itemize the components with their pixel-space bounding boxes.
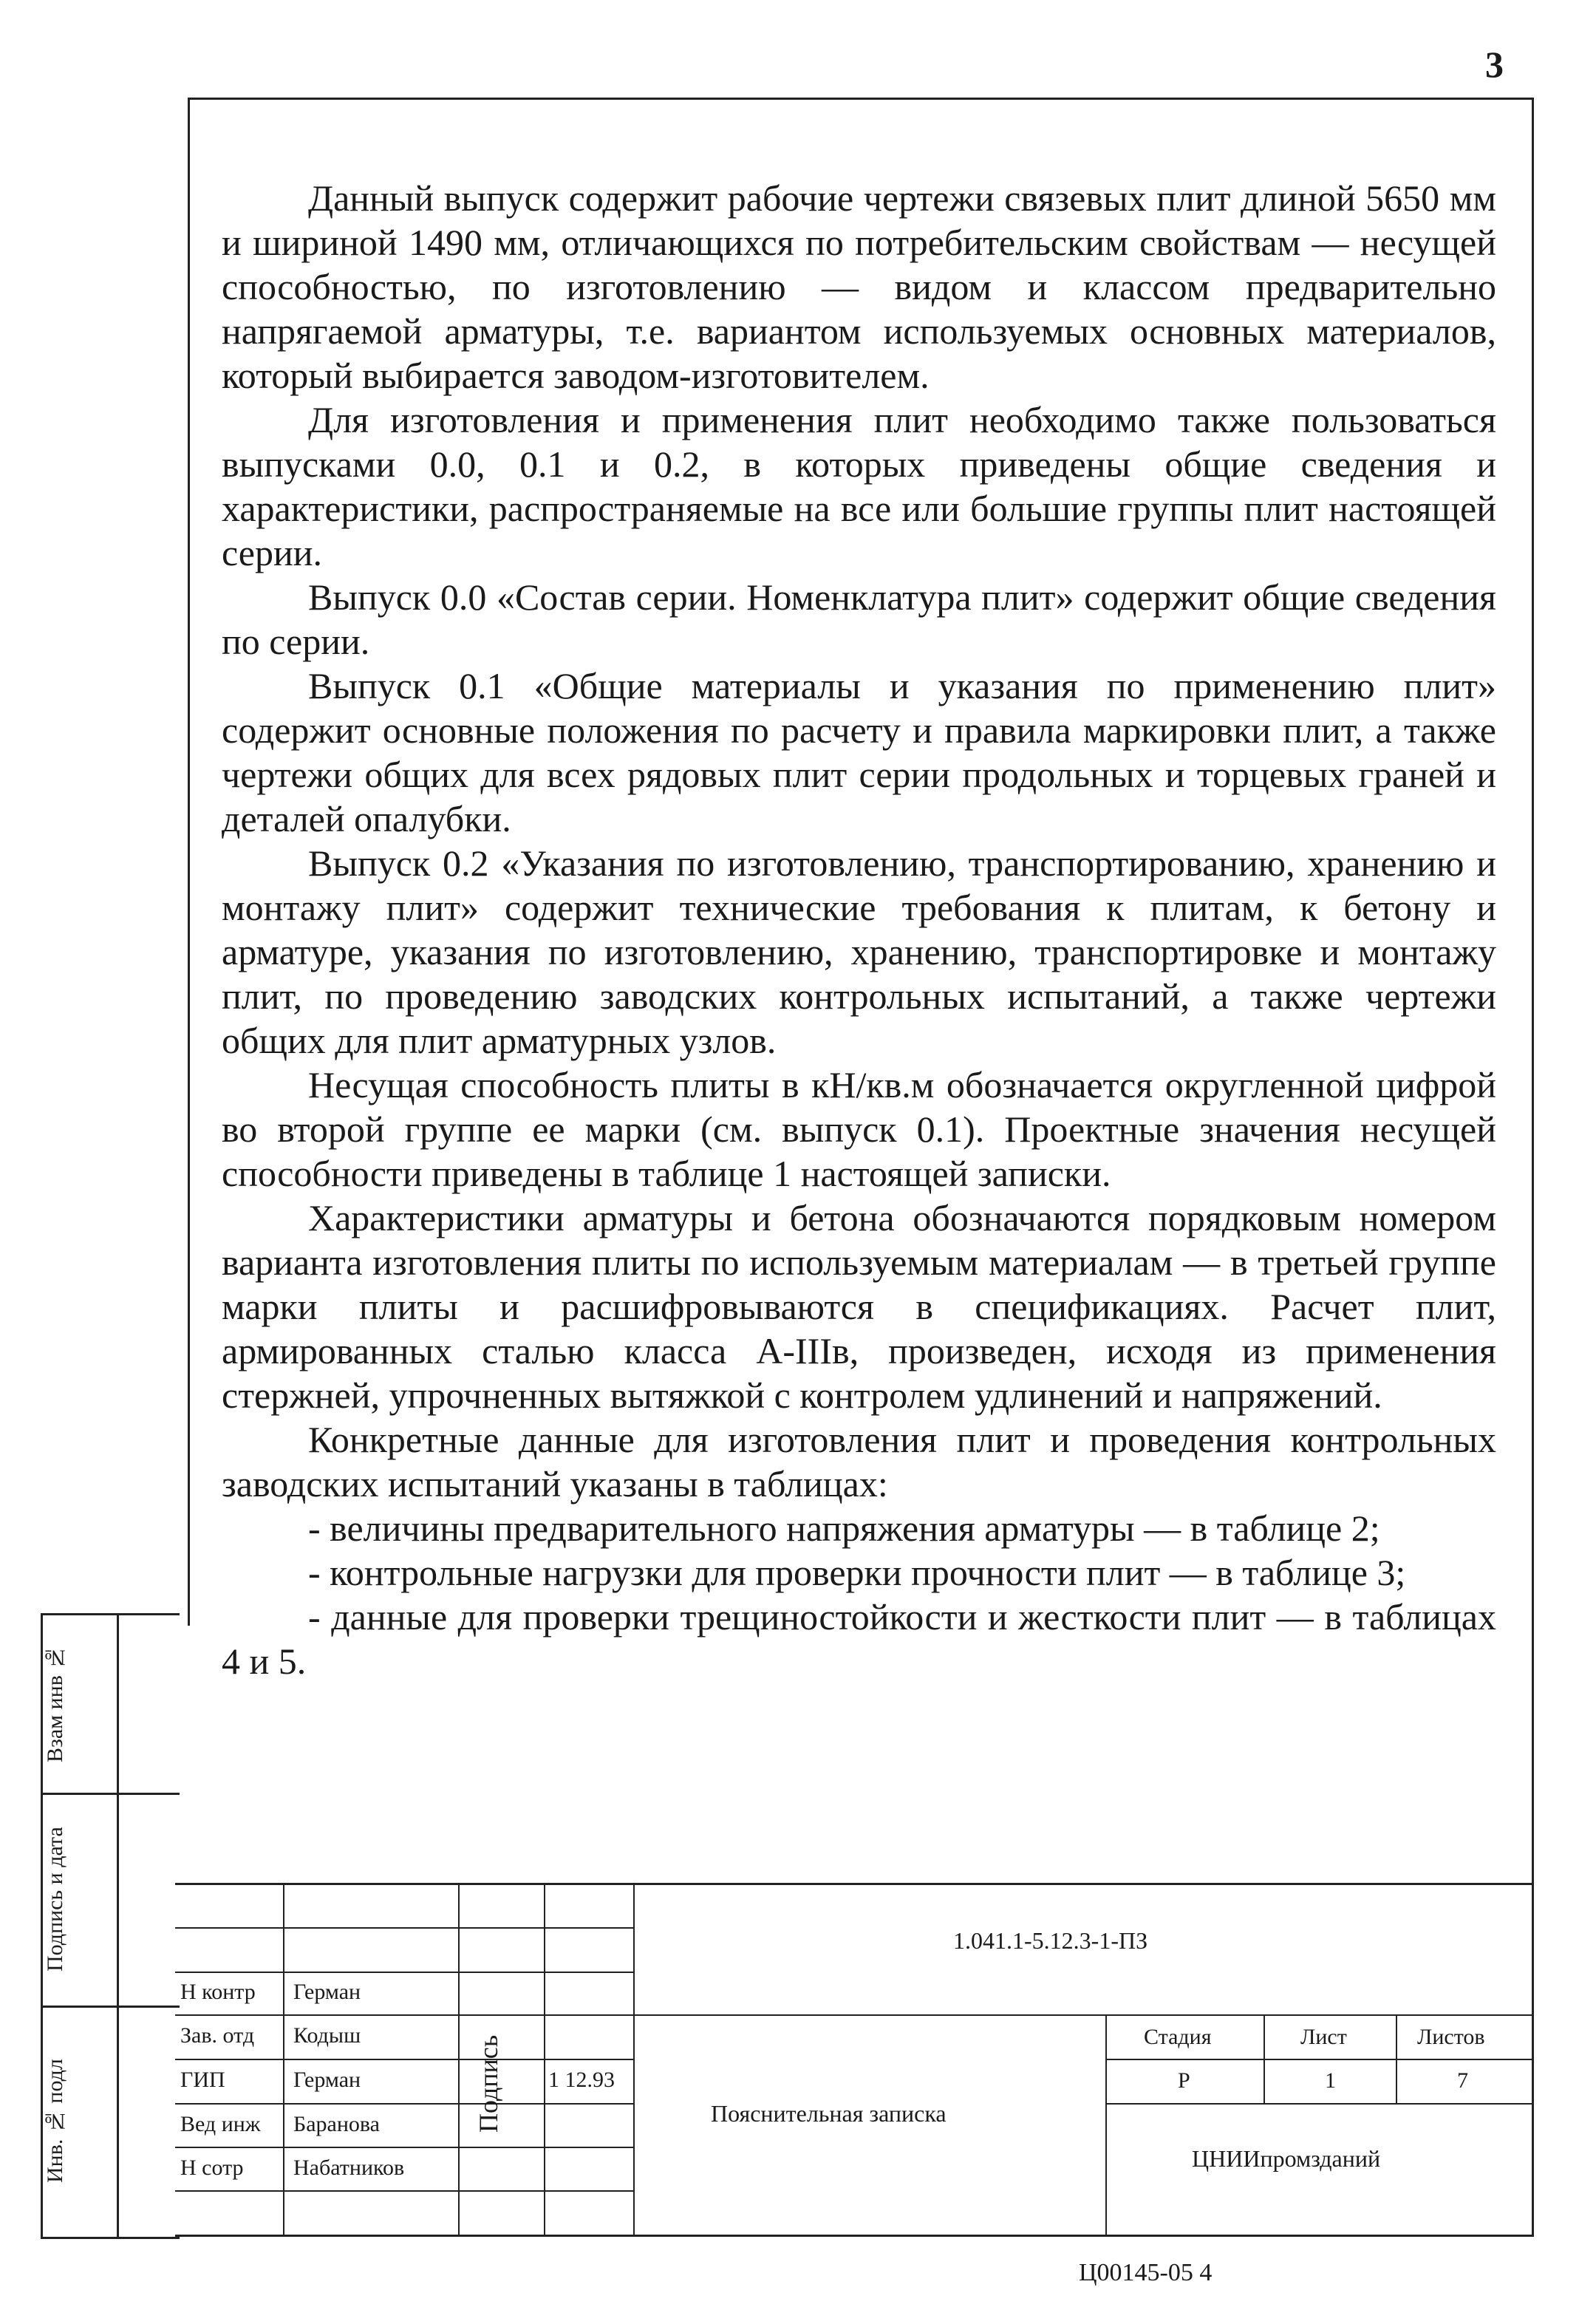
paragraph: Выпуск 0.2 «Указания по изготовлению, транспортированию, хранению и монтажу плит» содержит технические требования к плитам, к бетону и арматуре, указания по изготовлению, хранению, транспортировке и монтажу плит, по проведению заводских контрольных испытаний, а также чертежи общих для плит арматурных узлов. — [222, 842, 1496, 1061]
frame-border-right — [1532, 98, 1534, 2237]
date-value: 1 12.93 — [548, 2068, 615, 2092]
explanatory-note-body — [222, 176, 1496, 1683]
label-signature-and-date: Подпись и дата — [43, 1827, 67, 1972]
list-item: - величины предварительного напряжения арматуры — в таблице 2; — [308, 1507, 1380, 1549]
sheet-value: 1 — [1325, 2068, 1336, 2093]
paragraph: Для изготовления и применения плит необходимо также пользоваться выпусками 0.0, 0.1 и 0.2, в которых приведены общие сведения и характеристики, распространяемые на все или большие группы плит настоящей серии. — [222, 399, 1496, 573]
person-name: Кодыш — [293, 2023, 361, 2048]
person-name: Баранова — [293, 2112, 380, 2136]
frame-border-left — [188, 98, 190, 1626]
paragraph: Характеристики арматуры и бетона обозначаются порядковым номером варианта изготовления плиты по используемым материалам — в третьей группе марки плиты и расшифровываются в спецификациях. Расчет плит, армированных сталью класса А-IIIв, произведен, исходя из применения стержней, упрочненных вытяжкой с контролем удлинений и напряжений. — [222, 1197, 1496, 1416]
document-title: Пояснительная записка — [711, 2100, 947, 2127]
grid-line — [175, 2147, 633, 2148]
paragraph: Выпуск 0.0 «Состав серии. Номенклатура плит» содержит общие сведения по серии. — [222, 576, 1496, 662]
margin-stamp — [41, 1613, 180, 2239]
grid-line — [175, 2190, 633, 2192]
sheets-header: Листов — [1417, 2025, 1485, 2049]
stage-value: Р — [1178, 2068, 1190, 2093]
paragraph: Данный выпуск содержит рабочие чертежи связевых плит длиной 5650 мм и шириной 1490 мм, отличающихся по потребительским свойствам — несущей способностью, по изготовлению — видом и классом предварительно напрягаемой арматуры, т.е. вариантом используемых основных материалов, который выбирается заводом-изготовителем. — [222, 177, 1496, 396]
grid-line — [633, 1883, 635, 2235]
role-label: ГИП — [180, 2068, 225, 2092]
grid-line — [544, 1883, 545, 2235]
footer-archive-code: Ц00145-05 4 — [1079, 2259, 1213, 2286]
sheets-value: 7 — [1457, 2068, 1468, 2093]
person-name: Герман — [293, 1980, 361, 2004]
grid-line — [283, 1883, 284, 2235]
stamp-divider — [117, 1615, 119, 2237]
list-item: - контрольные нагрузки для проверки прочности плит — в таблице 3; — [308, 1552, 1406, 1593]
person-name: Герман — [293, 2068, 361, 2092]
organization-name: ЦНИИпромзданий — [1192, 2145, 1381, 2172]
grid-line — [1396, 2014, 1397, 2103]
grid-line — [175, 2014, 1532, 2016]
grid-line — [175, 1972, 633, 1973]
frame-border-top — [188, 98, 1534, 100]
role-label: Н контр — [180, 1980, 256, 2004]
grid-line — [175, 2103, 633, 2105]
grid-line — [1263, 2014, 1265, 2103]
page-number: 3 — [1485, 44, 1504, 85]
sheet-header: Лист — [1300, 2025, 1347, 2049]
grid-line — [175, 1927, 633, 1929]
document-code: 1.041.1-5.12.3-1-ПЗ — [953, 1927, 1148, 1954]
grid-line — [458, 1883, 460, 2235]
role-label: Зав. отд — [180, 2023, 255, 2048]
paragraph: Несущая способность плиты в кН/кв.м обозначается округленной цифрой во второй группе ее марки (см. выпуск 0.1). Проектные значения несущей способности приведены в таблице 1 настоящей записки. — [222, 1064, 1496, 1194]
person-name: Набатников — [293, 2156, 405, 2180]
grid-line — [1105, 2014, 1107, 2235]
grid-line — [1105, 2059, 1532, 2060]
grid-line — [175, 2059, 633, 2060]
paragraph: Конкретные данные для изготовления плит и проведения контрольных заводских испытаний указаны в таблицах: — [222, 1419, 1496, 1505]
role-label: Вед инж — [180, 2112, 261, 2136]
list-item: - данные для проверки трещиностойкости и жесткости плит — в таблицах 4 и 5. — [222, 1596, 1496, 1682]
role-label: Н сотр — [180, 2156, 244, 2180]
stage-header: Стадия — [1144, 2025, 1212, 2049]
grid-line — [1105, 2103, 1532, 2105]
paragraph: Выпуск 0.1 «Общие материалы и указания по применению плит» содержит основные положения по расчету и правила маркировки плит, а также чертежи общих для всех рядовых плит серии продольных и торцевых граней и деталей опалубки. — [222, 665, 1496, 839]
signature-column-label: Подпись — [474, 2034, 503, 2133]
label-original-inventory-no: Инв. № подл — [43, 2059, 67, 2184]
label-replaced-inventory-no: Взам инв № — [43, 1645, 67, 1763]
